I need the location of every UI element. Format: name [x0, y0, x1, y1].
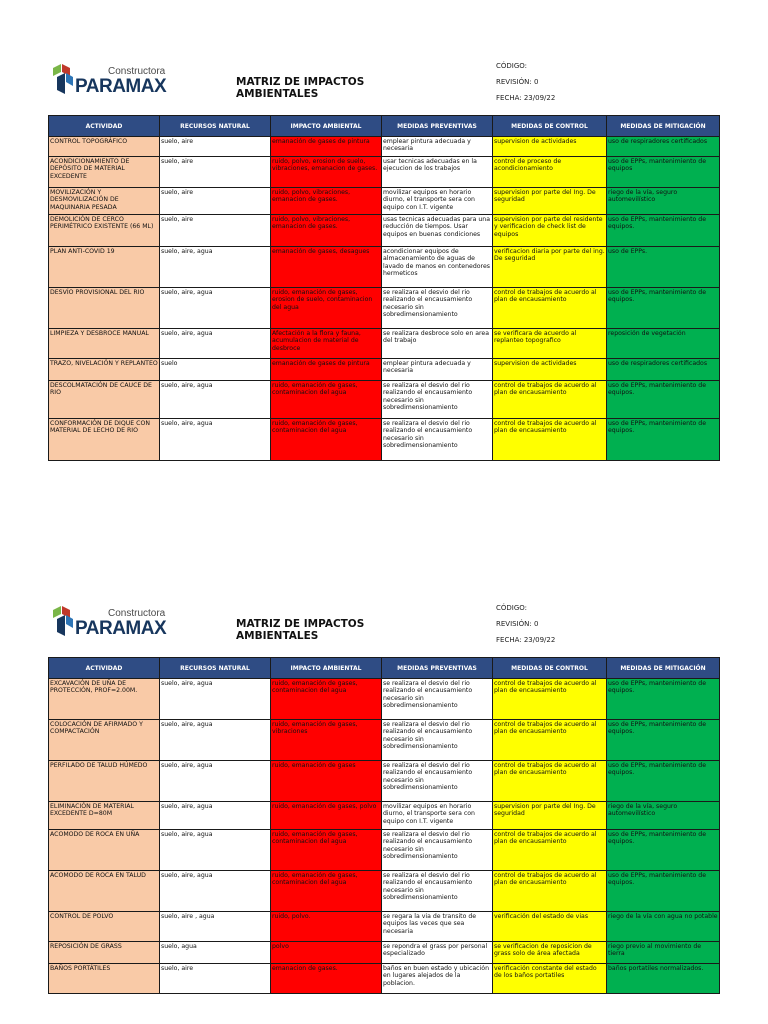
cell-control: se verificara de acuerdo al replanteo topografico [493, 329, 607, 359]
fecha-label: FECHA: 23/09/22 [496, 94, 556, 102]
table-row [49, 137, 720, 157]
cell-mitigacion: riego previo al movimiento de tierra [607, 942, 720, 964]
cell-impacto: ruido, emanación de gases, contaminacion del agua [271, 419, 382, 461]
cell-actividad: ACOMODO DE ROCA EN UÑA [49, 830, 160, 871]
cell-impacto: ruido, emanación de gases, polvo [271, 802, 382, 830]
cell-actividad: CONFORMACIÓN DE DIQUE CON MATERIAL DE LECHO DE RIO [49, 419, 160, 461]
cell-preventiva: se repondra el grass por personal especializado [382, 942, 493, 964]
cell-impacto: ruido, polvo, vibraciones, emanacion de gases. [271, 215, 382, 247]
cell-actividad: DESVÍO PROVISIONAL DEL RIO [49, 288, 160, 329]
cell-recurso: suelo, aire, agua [160, 720, 271, 761]
cell-recurso: suelo, aire, agua [160, 288, 271, 329]
cell-preventiva: se realizara desbroce solo en area del trabajo [382, 329, 493, 359]
cell-control: verificacion diaria por parte del ing. De seguridad [493, 247, 607, 288]
cell-actividad: BAÑOS PORTÁTILES [49, 964, 160, 994]
cell-control: supervision por parte del Ing. De seguridad [493, 802, 607, 830]
header-actividad: ACTIVIDAD [49, 658, 160, 679]
impact-matrix-table [48, 657, 720, 994]
cell-impacto: emanación de gases, desagues [271, 247, 382, 288]
cell-impacto: ruido, polvo, vibraciones, emanacion de gases. [271, 188, 382, 215]
cell-actividad: MOVILIZACIÓN Y DESMOVILIZACIÓN DE MAQUINARIA PESADA [49, 188, 160, 215]
cell-control: verificación constante del estado de los baños portatiles [493, 964, 607, 994]
cell-recurso: suelo, aire, agua [160, 381, 271, 419]
cell-impacto: polvo [271, 942, 382, 964]
cell-control: supervision de actividades [493, 137, 607, 157]
cell-preventiva: movilizar equipos en horario diurno, el transporte sera con equipo con I.T. vigente [382, 802, 493, 830]
cell-preventiva: emplear pintura adecuada y necesaria [382, 137, 493, 157]
cell-actividad: COLOCACIÓN DE AFIRMADO Y COMPACTACIÓN [49, 720, 160, 761]
cell-actividad: DESCOLMATACIÓN DE CAUCE DE RIO [49, 381, 160, 419]
cell-recurso: suelo, aire [160, 157, 271, 188]
cell-recurso: suelo, aire [160, 215, 271, 247]
cell-actividad: ELIMINACIÓN DE MATERIAL EXCEDENTE D=80M [49, 802, 160, 830]
cell-recurso: suelo, aire, agua [160, 329, 271, 359]
cell-impacto: ruido, emanación de gases, contaminacion del agua [271, 679, 382, 720]
page-title: MATRIZ DE IMPACTOS AMBIENTALES [236, 76, 365, 100]
logo-tagline: Constructora [108, 66, 166, 77]
cell-actividad: EXCAVACIÓN DE UÑA DE PROTECCIÓN, PROF=2.00M. [49, 679, 160, 720]
cell-preventiva: se realizara el desvio del rio realizando el encausamiento necesario sin sobredimensionamiento [382, 871, 493, 912]
table-row [49, 679, 720, 720]
cell-preventiva: se realizara el desvio del rio realizando el encausamiento necesario sin sobredimensionamiento [382, 761, 493, 802]
paramax-logo-icon [53, 606, 75, 636]
cell-mitigacion: uso de EPPs, mantenimiento de equipos. [607, 215, 720, 247]
cell-mitigacion: uso de respiradores certificados [607, 359, 720, 381]
cell-control: control de trabajos de acuerdo al plan de encausamiento [493, 830, 607, 871]
table-row [49, 912, 720, 942]
cell-preventiva: acondicionar equipos de almacenamiento de aguas de lavado de manos en contenedores hermeticos [382, 247, 493, 288]
table-row [49, 761, 720, 802]
cell-control: supervision por parte del Ing. De seguridad [493, 188, 607, 215]
cell-mitigacion: uso de EPPs, mantenimiento de equipos. [607, 419, 720, 461]
cell-actividad: PERFILADO DE TALUD HÚMEDO [49, 761, 160, 802]
table-row [49, 247, 720, 288]
table-row [49, 288, 720, 329]
header-preventivas: MEDIDAS PREVENTIVAS [382, 658, 493, 679]
codigo-label: CÓDIGO: [496, 604, 528, 612]
table-row [49, 157, 720, 188]
cell-mitigacion: uso de EPPs. [607, 247, 720, 288]
header-recursos: RECURSOS NATURAL [160, 658, 271, 679]
table-row [49, 329, 720, 359]
header-preventivas: MEDIDAS PREVENTIVAS [382, 116, 493, 137]
cell-mitigacion: riego de la vía con agua no potable [607, 912, 720, 942]
table-row [49, 381, 720, 419]
cell-control: control de trabajos de acuerdo al plan de encausamiento [493, 419, 607, 461]
logo-wordmark: PARAMAX [75, 618, 167, 639]
cell-control: control de trabajos de acuerdo al plan de encausamiento [493, 871, 607, 912]
cell-impacto: ruido, emanación de gases, erosion de suelo, contaminacion del agua [271, 288, 382, 329]
table-row [49, 188, 720, 215]
cell-impacto: ruido, polvo, erosion de suelo, vibraciones, emanacion de gases. [271, 157, 382, 188]
cell-preventiva: se realizara el desvio del rio realizando el encausamiento necesario sin sobredimensionamiento [382, 419, 493, 461]
cell-recurso: suelo [160, 359, 271, 381]
table-header-row [49, 658, 720, 679]
cell-impacto: Afectación a la flora y fauna, acumulacion de material de desbroce [271, 329, 382, 359]
cell-mitigacion: baños portatiles normalizados. [607, 964, 720, 994]
cell-control: control de trabajos de acuerdo al plan de encausamiento [493, 679, 607, 720]
cell-mitigacion: uso de EPPs, mantenimiento de equipos. [607, 830, 720, 871]
cell-control: verificación del estado de vias [493, 912, 607, 942]
logo-wordmark: PARAMAX [75, 76, 167, 97]
cell-control: control de trabajos de acuerdo al plan de encausamiento [493, 381, 607, 419]
table-header-row [49, 116, 720, 137]
table-row [49, 419, 720, 461]
cell-recurso: suelo, aire, agua [160, 419, 271, 461]
cell-recurso: suelo, aire, agua [160, 761, 271, 802]
cell-preventiva: baños en buen estado y ubicación en lugares alejados de la poblacion. [382, 964, 493, 994]
company-logo [53, 64, 167, 100]
cell-mitigacion: uso de EPPs, mantenimiento de equipos. [607, 679, 720, 720]
cell-impacto: ruido, emanación de gases, vibraciones [271, 720, 382, 761]
cell-actividad: CONTROL DE POLVO [49, 912, 160, 942]
fecha-label: FECHA: 23/09/22 [496, 636, 556, 644]
cell-actividad: LIMPIEZA Y DESBROCE MANUAL [49, 329, 160, 359]
cell-recurso: suelo, aire [160, 188, 271, 215]
cell-mitigacion: uso de respiradores certificados [607, 137, 720, 157]
header-mitigacion: MEDIDAS DE MITIGACIÓN [607, 116, 720, 137]
company-logo [53, 606, 167, 642]
cell-recurso: suelo, agua [160, 942, 271, 964]
cell-recurso: suelo, aire, agua [160, 247, 271, 288]
cell-recurso: suelo, aire, agua [160, 679, 271, 720]
header-impacto: IMPACTO AMBIENTAL [271, 116, 382, 137]
cell-actividad: PLAN ANTI-COVID 19 [49, 247, 160, 288]
cell-control: supervision de actividades [493, 359, 607, 381]
cell-recurso: suelo, aire, agua [160, 802, 271, 830]
table-row [49, 215, 720, 247]
cell-recurso: suelo, aire [160, 137, 271, 157]
cell-mitigacion: uso de EPPs, mantenimiento de equipos. [607, 720, 720, 761]
codigo-label: CÓDIGO: [496, 62, 528, 70]
table-row [49, 871, 720, 912]
cell-impacto: ruido, emanación de gases [271, 761, 382, 802]
cell-mitigacion: uso de EPPs, mantenimiento de equipos. [607, 761, 720, 802]
table-row [49, 720, 720, 761]
table-row [49, 830, 720, 871]
revision-label: REVISIÓN: 0 [496, 78, 539, 86]
cell-control: control de trabajos de acuerdo al plan de encausamiento [493, 288, 607, 329]
cell-recurso: suelo, aire, agua [160, 871, 271, 912]
header-recursos: RECURSOS NATURAL [160, 116, 271, 137]
cell-preventiva: se regara la via de transito de equipos las veces que sea necesaria [382, 912, 493, 942]
cell-preventiva: usar tecnicas adecuadas en la ejecucion de los trabajos [382, 157, 493, 188]
cell-actividad: TRAZO, NIVELACIÓN Y REPLANTEO [49, 359, 160, 381]
logo-tagline: Constructora [108, 608, 166, 619]
page-title: MATRIZ DE IMPACTOS AMBIENTALES [236, 618, 365, 642]
header-control: MEDIDAS DE CONTROL [493, 658, 607, 679]
cell-preventiva: emplear pintura adecuada y necesaria [382, 359, 493, 381]
cell-preventiva: se realizara el desvio del rio realizando el encausamiento necesario sin sobredimensionamiento [382, 830, 493, 871]
cell-mitigacion: uso de EPPs, mantenimiento de equipos. [607, 288, 720, 329]
cell-impacto: ruido, emanación de gases, contaminacion del agua [271, 381, 382, 419]
cell-impacto: ruido, emanación de gases, contaminacion del agua [271, 871, 382, 912]
cell-preventiva: se realizara el desvio del rio realizando el encausamiento necesario sin sobredimensionamiento [382, 288, 493, 329]
table-row [49, 802, 720, 830]
cell-recurso: suelo, aire , agua [160, 912, 271, 942]
table-row [49, 359, 720, 381]
cell-control: control de trabajos de acuerdo al plan de encausamiento [493, 720, 607, 761]
cell-mitigacion: riego de la vía, seguro automevilístico [607, 802, 720, 830]
cell-control: control de proceso de acondicionamiento [493, 157, 607, 188]
cell-preventiva: usas tecnicas adecuadas para una reducción de tiempos. Usar equipos en buenas condiciones [382, 215, 493, 247]
cell-control: se verificacion de reposicion de grass solo de área afectada [493, 942, 607, 964]
cell-actividad: ACONDICIONAMIENTO DE DEPÓSITO DE MATERIAL EXCEDENTE [49, 157, 160, 188]
cell-mitigacion: uso de EPPs, mantenimiento de equipos [607, 157, 720, 188]
header-actividad: ACTIVIDAD [49, 116, 160, 137]
cell-impacto: emanacion de gases. [271, 964, 382, 994]
doc-meta [496, 58, 555, 106]
paramax-logo-icon [53, 64, 75, 94]
cell-mitigacion: reposición de vegetación [607, 329, 720, 359]
table-row [49, 942, 720, 964]
cell-actividad: ACOMODO DE ROCA EN TALUD [49, 871, 160, 912]
impact-matrix-table [48, 115, 720, 461]
cell-preventiva: se realizara el desvio del rio realizando el encausamiento necesario sin sobredimensionamiento [382, 381, 493, 419]
cell-actividad: REPOSICIÓN DE GRASS [49, 942, 160, 964]
cell-mitigacion: uso de EPPs, mantenimiento de equipos. [607, 381, 720, 419]
cell-preventiva: movilizar equipos en horario diurno, el transporte sera con equipo con I.T. vigente [382, 188, 493, 215]
cell-impacto: ruido, polvo. [271, 912, 382, 942]
cell-actividad: CONTROL TOPOGRÁFICO [49, 137, 160, 157]
cell-recurso: suelo, aire [160, 964, 271, 994]
cell-mitigacion: uso de EPPs, mantenimiento de equipos. [607, 871, 720, 912]
cell-recurso: suelo, aire, agua [160, 830, 271, 871]
cell-control: supervision por parte del residente y verificacion de check list de equipos [493, 215, 607, 247]
cell-preventiva: se realizara el desvio del rio realizando el encausamiento necesario sin sobredimensionamiento [382, 720, 493, 761]
cell-mitigacion: riego de la vía, seguro automevilístico [607, 188, 720, 215]
header-impacto: IMPACTO AMBIENTAL [271, 658, 382, 679]
cell-impacto: emanación de gases de pintura [271, 137, 382, 157]
cell-control: control de trabajos de acuerdo al plan de encausamiento [493, 761, 607, 802]
header-mitigacion: MEDIDAS DE MITIGACIÓN [607, 658, 720, 679]
table-row [49, 964, 720, 994]
cell-impacto: emanación de gases de pintura [271, 359, 382, 381]
header-control: MEDIDAS DE CONTROL [493, 116, 607, 137]
cell-impacto: ruido, emanación de gases, contaminacion del agua [271, 830, 382, 871]
doc-meta [496, 600, 555, 648]
cell-actividad: DEMOLICIÓN DE CERCO PERIMÉTRICO EXISTENTE (66 ML) [49, 215, 160, 247]
revision-label: REVISIÓN: 0 [496, 620, 539, 628]
cell-preventiva: se realizara el desvio del rio realizando el encausamiento necesario sin sobredimensionamiento [382, 679, 493, 720]
